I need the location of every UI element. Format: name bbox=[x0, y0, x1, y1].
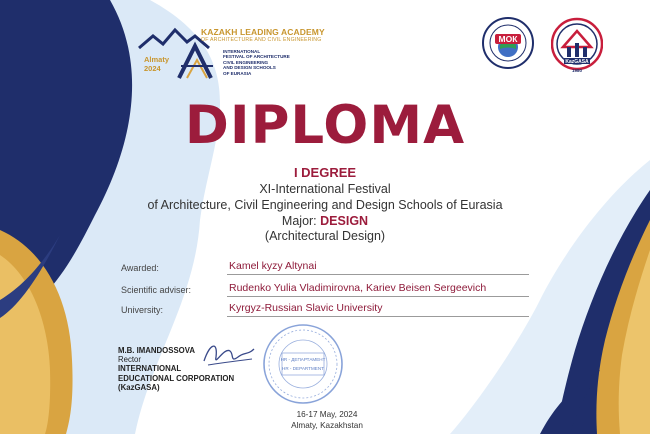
awarded-label: Awarded: bbox=[121, 263, 159, 273]
festival-line-2: of Architecture, Civil Engineering and Design Schools of Eurasia bbox=[147, 198, 503, 212]
kazgasa-seal-year: 1980 bbox=[571, 68, 583, 73]
logo-year: 2024 bbox=[144, 64, 161, 73]
logo-city: Almaty bbox=[144, 55, 170, 64]
major-value: DESIGN bbox=[320, 214, 369, 228]
rector-name: M.B. IMANDOSSOVA bbox=[118, 346, 195, 355]
university-value: Kyrgyz-Russian Slavic University bbox=[229, 302, 383, 314]
mok-seal-icon bbox=[482, 17, 534, 69]
awarded-value: Kamel kyzy Altynai bbox=[229, 260, 317, 272]
adviser-label: Scientific adviser: bbox=[121, 285, 192, 295]
university-label: University: bbox=[121, 305, 164, 315]
stamp-text-ru: HR - ДЕПАРТАМЕНТ bbox=[280, 357, 326, 362]
festival-line-1: XI-International Festival bbox=[259, 182, 391, 196]
university-underline bbox=[227, 316, 529, 317]
degree-label: I DEGREE bbox=[293, 165, 357, 180]
major-line bbox=[0, 214, 650, 228]
festival-caption: INTERNATIONAL FESTIVAL OF ARCHITECTURE CIVIL ENGINEERING AND DESIGN SCHOOLS OF EURASIA bbox=[223, 49, 290, 76]
major-label: Major: bbox=[281, 214, 317, 228]
academy-title: KAZAKH LEADING ACADEMY bbox=[201, 27, 325, 37]
event-date: 16-17 May, 2024 bbox=[296, 410, 358, 419]
rector-organization: INTERNATIONAL EDUCATIONAL CORPORATION (KazGASA) bbox=[118, 364, 235, 393]
academy-subtitle: OF ARCHITECTURE AND CIVIL ENGINEERING bbox=[201, 37, 322, 43]
diploma-title: DIPLOMA bbox=[184, 95, 466, 156]
adviser-value: Rudenko Yulia Vladimirovna, Kariev Beisen Sergeevich bbox=[229, 282, 487, 294]
event-place: Almaty, Kazakhstan bbox=[291, 421, 363, 430]
kazgasa-seal-icon bbox=[551, 17, 603, 75]
adviser-underline bbox=[227, 296, 529, 297]
hr-department-stamp bbox=[262, 323, 344, 405]
kazgasa-seal-text: KazGASA bbox=[565, 59, 589, 65]
stamp-text-en: HR - DEPARTMENT bbox=[282, 366, 324, 371]
specialization-line: (Architectural Design) bbox=[264, 229, 386, 243]
academy-logo bbox=[137, 26, 337, 82]
rector-signature bbox=[200, 337, 258, 373]
mok-seal-text: МОК bbox=[498, 34, 518, 44]
awarded-underline bbox=[227, 274, 529, 275]
rector-role: Rector bbox=[118, 355, 141, 364]
